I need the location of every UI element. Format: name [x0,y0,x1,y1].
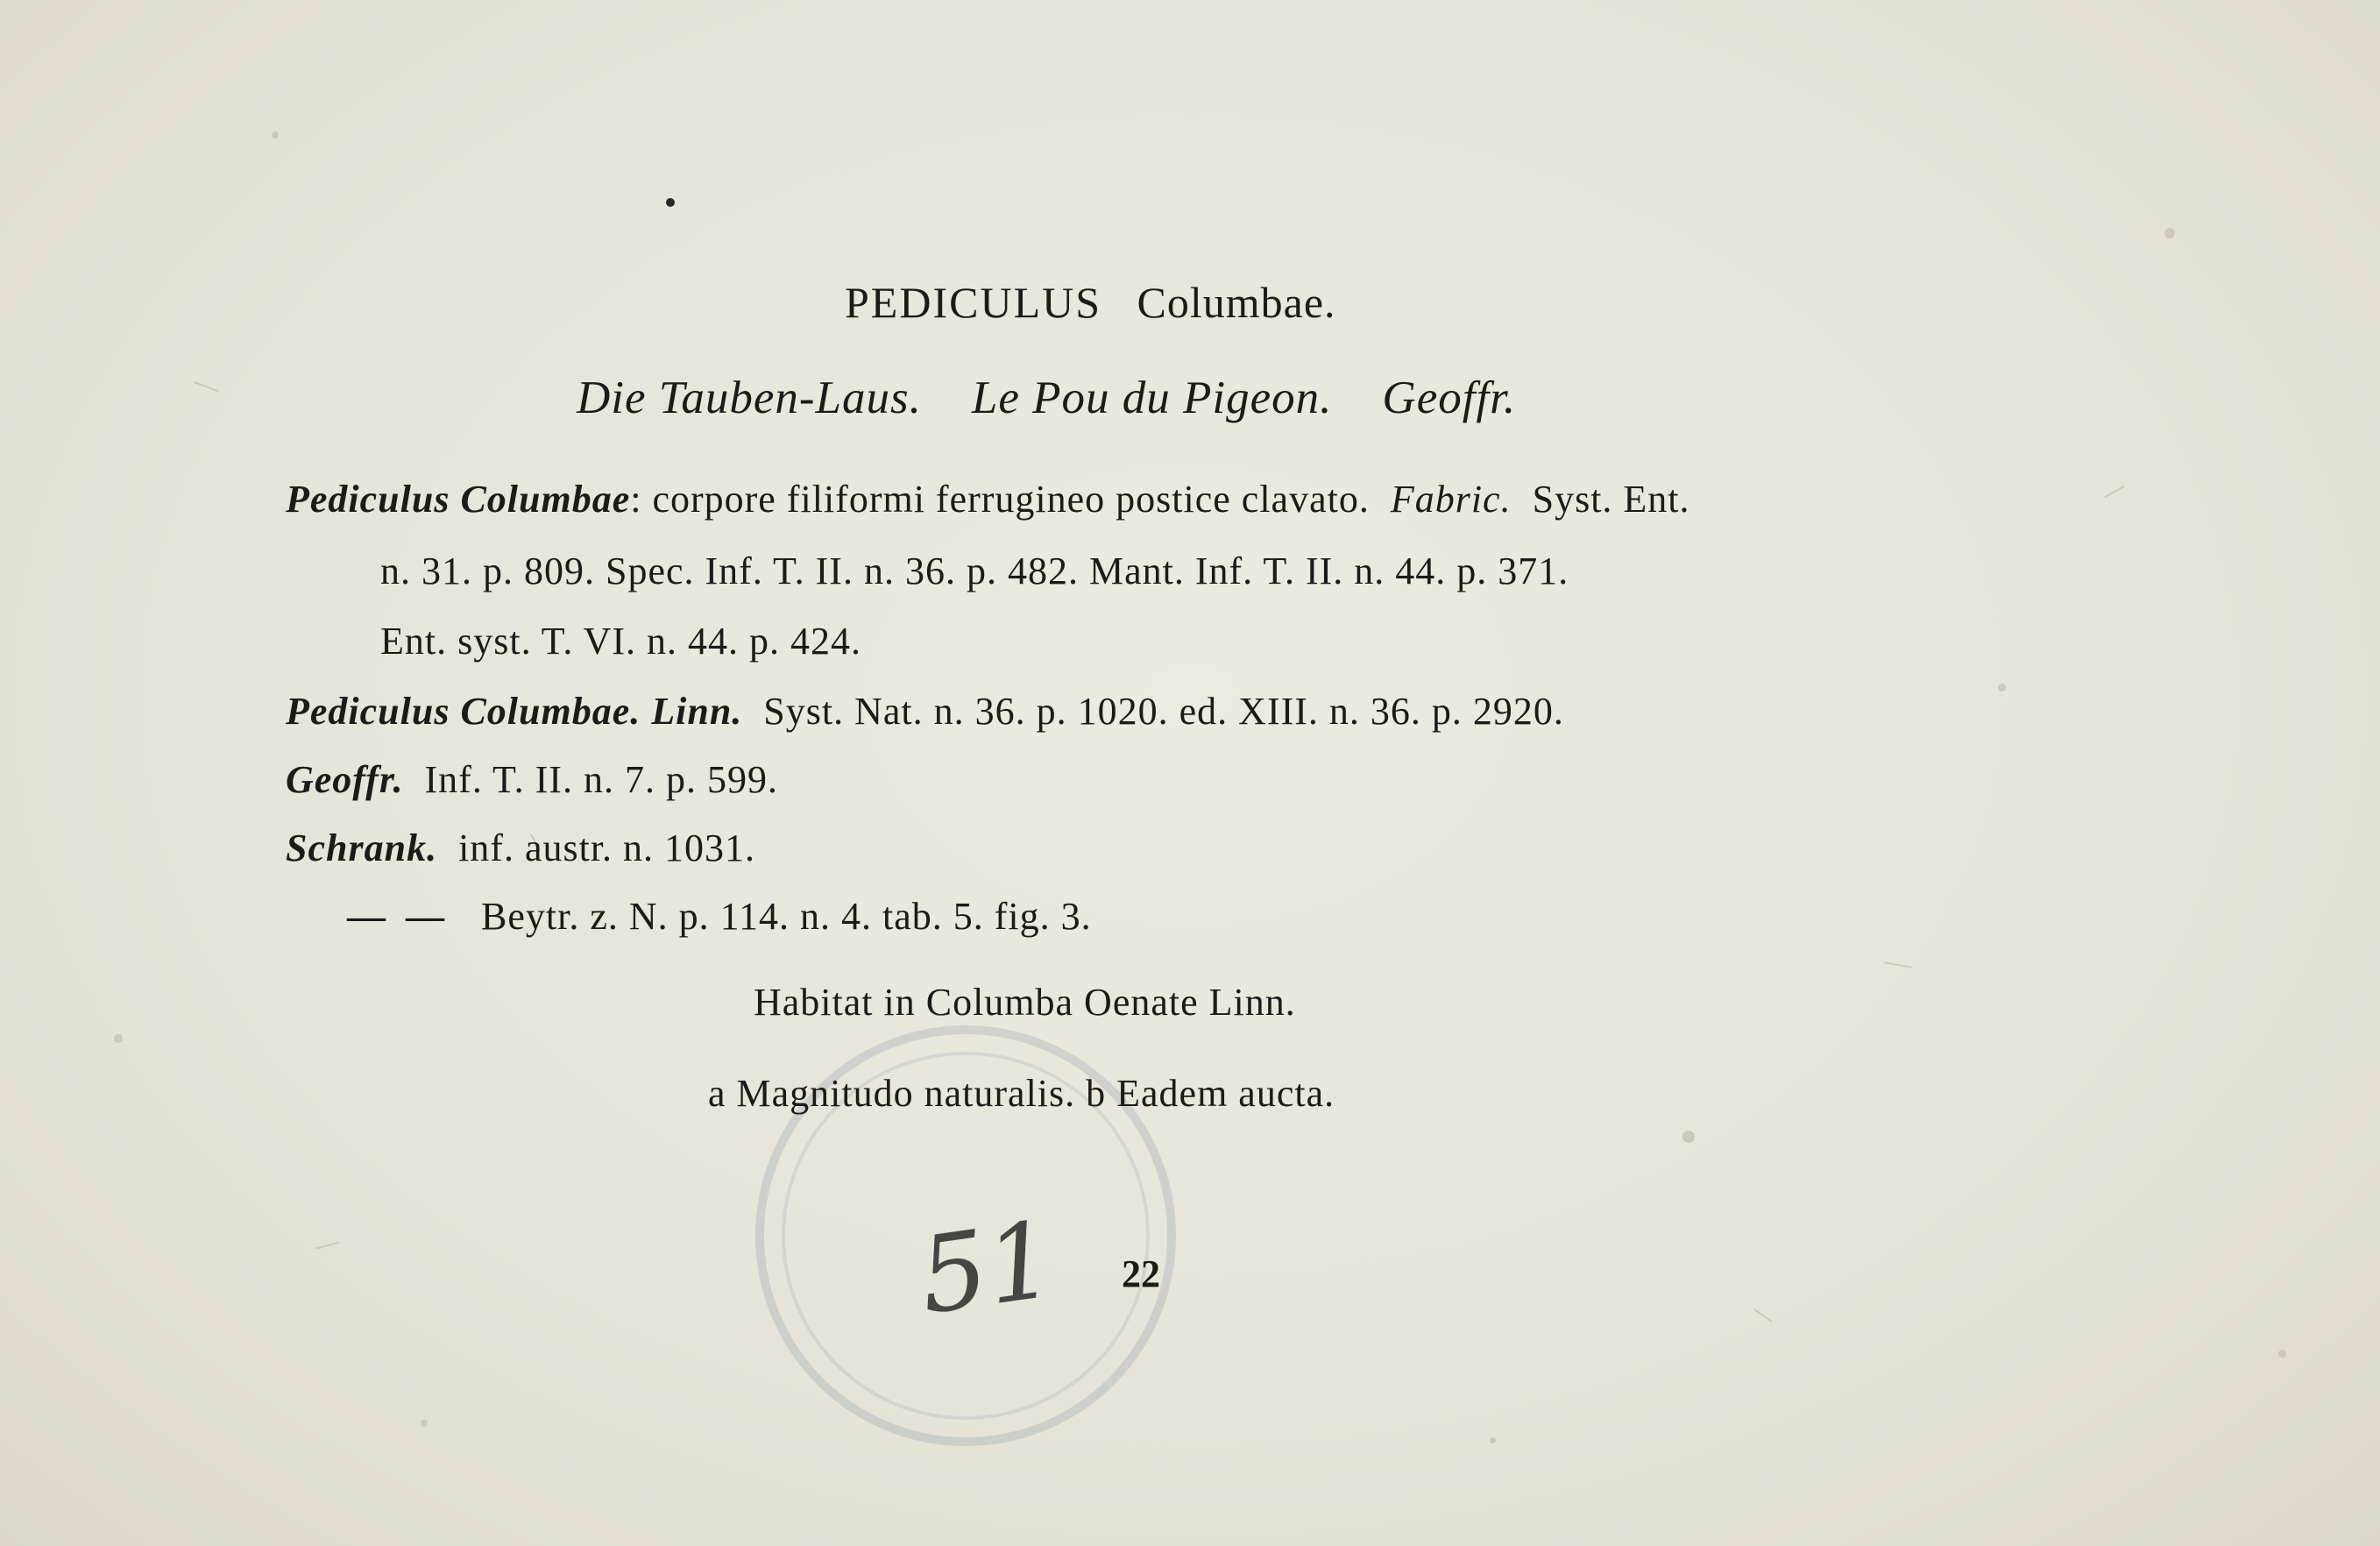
figure-caption: a Magnitudo naturalis. b Eadem aucta. [708,1072,1335,1115]
paper-fiber [2104,486,2125,499]
page-number: 22 [1122,1252,1160,1295]
reference-text: n. 31. p. 809. Spec. Inf. T. II. n. 36. p. 482. Mant. Inf. T. II. n. 44. p. 371. [380,550,1569,592]
paper-fiber [1884,961,1912,968]
reference-name: Schrank. [286,826,438,869]
reference-line [286,826,755,870]
paper-speck [1682,1131,1695,1143]
reference-line [347,894,1092,939]
paper-fiber [315,1241,340,1249]
title-genus: PEDICULUS [845,278,1102,327]
reference-line [286,477,1690,521]
reference-text: Inf. T. II. n. 7. p. 599. [424,758,778,801]
reference-text: : corpore filiformi ferrugineo postice clavato. [630,478,1370,521]
ditto-dash: — — [347,895,450,938]
paper-speck [272,131,279,138]
handwritten-number: 51 [912,1199,1062,1338]
reference-line [286,757,778,802]
reference-text: Syst. Nat. n. 36. p. 1020. ed. XIII. n. 36. p. 2920. [763,690,1564,733]
ink-dot [666,198,675,207]
reference-text: Ent. syst. T. VI. n. 44. p. 424. [380,620,862,663]
subtitle-author: Geoffr. [1382,372,1517,423]
reference-text: inf. austr. n. 1031. [458,826,756,869]
german-name: Die Tauben-Laus. [577,372,922,423]
common-names [577,372,1516,424]
french-name: Le Pou du Pigeon. [971,372,1333,423]
paper-speck [114,1034,123,1043]
reference-line [286,689,1564,734]
reference-name: Pediculus Columbae. Linn. [286,690,743,733]
page-title [845,277,1336,328]
reference-line [380,619,861,663]
reference-name: Geoffr. [286,758,404,801]
paper-fiber [194,381,219,392]
title-species: Columbae. [1137,278,1336,327]
reference-source: Fabric. [1390,478,1512,521]
reference-text: Syst. Ent. [1532,478,1690,521]
reference-line [380,549,1569,593]
paper-speck [1490,1437,1496,1443]
habitat-text: Habitat in Columba Oenate Linn. [754,981,1296,1024]
paper-speck [421,1420,428,1427]
paper-speck [1998,684,2006,691]
reference-name: Pediculus Columbae [286,478,631,521]
paper-speck [2164,228,2175,238]
reference-text: Beytr. z. N. p. 114. n. 4. tab. 5. fig. 3. [481,895,1092,938]
paper-fiber [1754,1308,1773,1322]
paper-speck [2278,1350,2286,1358]
